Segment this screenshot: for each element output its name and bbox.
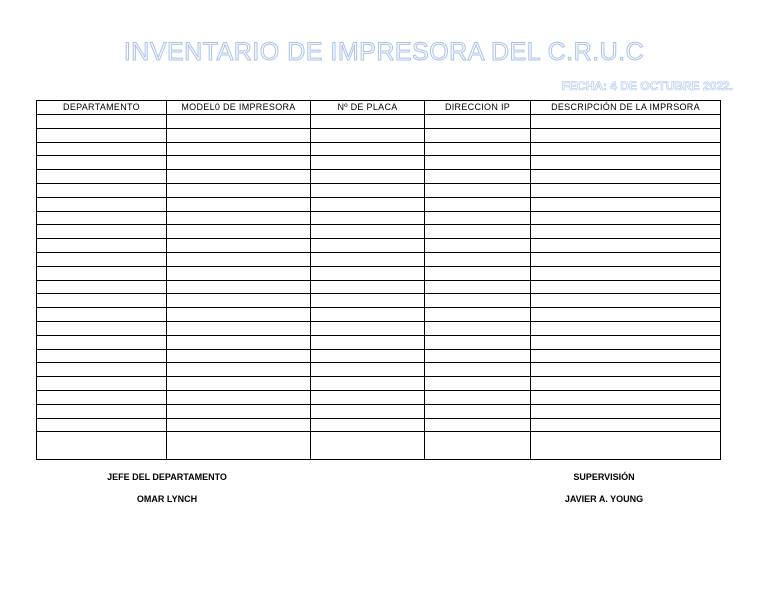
table-cell [167,377,311,391]
table-row [37,432,721,460]
table-cell [311,183,425,197]
table-cell [311,115,425,129]
table-cell [37,390,167,404]
table-cell [531,225,721,239]
table-cell [531,239,721,253]
table-cell [311,266,425,280]
table-cell [311,225,425,239]
table-row [37,294,721,308]
table-cell [531,252,721,266]
table-cell [531,280,721,294]
table-row [37,335,721,349]
table-cell [311,321,425,335]
table-cell [531,390,721,404]
table-cell [37,211,167,225]
table-cell [425,156,531,170]
table-cell [311,239,425,253]
table-cell [37,197,167,211]
table-cell [425,377,531,391]
header-modelo: MODEL0 DE IMPRESORA [167,101,311,115]
table-cell [311,363,425,377]
table-cell [167,225,311,239]
table-cell [311,294,425,308]
table-cell [167,211,311,225]
table-cell [425,170,531,184]
document-date: FECHA: 4 DE OCTUBRE 2022. [561,79,733,93]
table-cell [531,335,721,349]
table-cell [311,252,425,266]
table-cell [311,170,425,184]
table-cell [167,363,311,377]
table-cell [425,252,531,266]
table-row [37,418,721,432]
table-cell [37,404,167,418]
inventory-table [36,100,721,460]
table-cell [311,156,425,170]
table-cell [311,377,425,391]
table-cell [167,197,311,211]
table-row [37,225,721,239]
table-cell [37,294,167,308]
table-cell [531,377,721,391]
table-cell [425,239,531,253]
table-cell [425,294,531,308]
table-cell [37,183,167,197]
table-row [37,266,721,280]
table-row [37,211,721,225]
table-cell [425,225,531,239]
table-cell [37,418,167,432]
table-cell [37,252,167,266]
header-descripcion: DESCRIPCIÓN DE LA IMPRSORA [531,101,721,115]
table-cell [531,142,721,156]
table-cell [531,418,721,432]
table-cell [311,211,425,225]
table-cell [425,390,531,404]
signature-right-role: SUPERVISIÓN [573,472,635,482]
table-cell [531,128,721,142]
table-row [37,390,721,404]
table-cell [425,266,531,280]
table-cell [311,404,425,418]
table-row [37,156,721,170]
table-cell [311,142,425,156]
table-cell [37,225,167,239]
table-cell [167,183,311,197]
table-cell [167,266,311,280]
table-cell [167,128,311,142]
table-cell [425,418,531,432]
document-title: INVENTARIO DE IMPRESORA DEL C.R.U.C [123,38,645,66]
table-cell [425,183,531,197]
table-cell [311,335,425,349]
table-cell [531,432,721,460]
table-cell [167,404,311,418]
table-cell [531,404,721,418]
table-row [37,252,721,266]
table-cell [37,308,167,322]
header-placa: Nº DE PLACA [311,101,425,115]
table-cell [425,321,531,335]
table-cell [37,321,167,335]
table-cell [167,308,311,322]
table-cell [425,349,531,363]
table-cell [167,115,311,129]
table-body [37,115,721,460]
table-row [37,115,721,129]
table-cell [167,239,311,253]
table-cell [531,308,721,322]
table-cell [37,363,167,377]
table-header-row [37,101,721,115]
table-cell [167,349,311,363]
table-row [37,363,721,377]
table-cell [37,115,167,129]
table-cell [425,335,531,349]
table-row [37,321,721,335]
header-direccion-ip: DIRECCION IP [425,101,531,115]
table-row [37,183,721,197]
table-cell [531,211,721,225]
table-cell [531,156,721,170]
table-cell [311,390,425,404]
table-cell [425,432,531,460]
table-cell [37,335,167,349]
table-row [37,128,721,142]
table-cell [311,432,425,460]
table-cell [311,128,425,142]
table-cell [167,280,311,294]
table-row [37,170,721,184]
table-cell [37,432,167,460]
table-cell [167,294,311,308]
table-cell [37,142,167,156]
table-cell [425,197,531,211]
table-cell [167,321,311,335]
table-cell [37,156,167,170]
table-cell [531,197,721,211]
table-row [37,349,721,363]
table-cell [531,294,721,308]
table-cell [311,418,425,432]
table-cell [425,211,531,225]
table-cell [37,170,167,184]
table-cell [531,266,721,280]
table-cell [167,335,311,349]
table-cell [425,280,531,294]
table-cell [425,363,531,377]
table-cell [531,115,721,129]
table-cell [425,404,531,418]
table-cell [167,142,311,156]
signature-right-name: JAVIER A. YOUNG [564,494,644,504]
table-cell [311,197,425,211]
table-cell [37,266,167,280]
table-row [37,142,721,156]
table-row [37,308,721,322]
table-cell [167,156,311,170]
table-row [37,404,721,418]
table-row [37,239,721,253]
table-cell [425,128,531,142]
table-cell [167,418,311,432]
table-row [37,197,721,211]
table-cell [425,142,531,156]
table-cell [311,308,425,322]
table-cell [37,280,167,294]
table-row [37,280,721,294]
table-cell [531,321,721,335]
table-cell [167,432,311,460]
table-cell [167,170,311,184]
table-cell [531,183,721,197]
table-cell [37,239,167,253]
signature-left-name: OMAR LYNCH [136,494,198,504]
table-cell [167,390,311,404]
table-cell [425,115,531,129]
table-cell [425,308,531,322]
table-cell [167,252,311,266]
table-cell [311,280,425,294]
table-cell [37,128,167,142]
table-cell [37,349,167,363]
table-row [37,377,721,391]
table-cell [531,170,721,184]
table-cell [531,363,721,377]
header-departamento: DEPARTAMENTO [37,101,167,115]
table-cell [37,377,167,391]
table-cell [531,349,721,363]
table-cell [311,349,425,363]
signature-left-role: JEFE DEL DEPARTAMENTO [107,472,227,482]
